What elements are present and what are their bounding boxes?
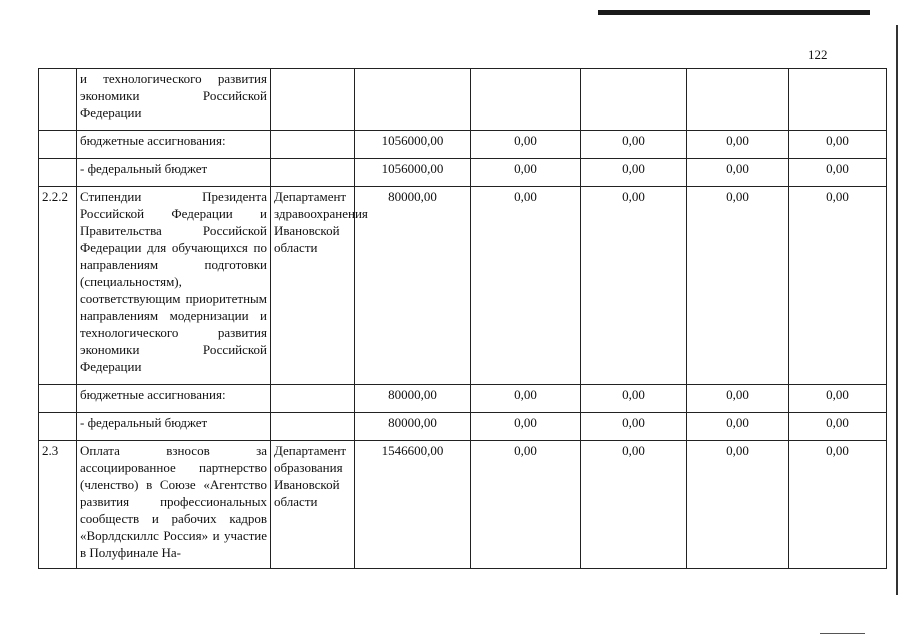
label-cell: - федеральный бюджет xyxy=(77,413,271,441)
value-cell: 0,00 xyxy=(581,413,687,441)
value-cell: 0,00 xyxy=(471,413,581,441)
value-cell: 0,00 xyxy=(789,413,887,441)
scan-bottom-rule xyxy=(820,633,865,634)
code-cell: 2.3 xyxy=(39,441,77,569)
table-row-federal-budget xyxy=(39,159,887,187)
value-cell: 0,00 xyxy=(471,385,581,413)
value-cell: 0,00 xyxy=(687,159,789,187)
value-cell xyxy=(789,69,887,131)
value-cell: 0,00 xyxy=(471,159,581,187)
code-cell xyxy=(39,131,77,159)
value-cell: 0,00 xyxy=(687,385,789,413)
dept-cell: Департамент образования Ивановской области xyxy=(271,441,355,569)
budget-table xyxy=(38,68,887,569)
code-cell: 2.2.2 xyxy=(39,187,77,385)
value-cell: 0,00 xyxy=(789,131,887,159)
value-cell: 0,00 xyxy=(687,131,789,159)
code-cell xyxy=(39,159,77,187)
label-cell: бюджетные ассигнования: xyxy=(77,385,271,413)
value-cell: 0,00 xyxy=(789,441,887,569)
value-cell: 80000,00 xyxy=(355,385,471,413)
value-cell: 0,00 xyxy=(789,159,887,187)
name-cell: Оплата взносов за ассоциированное партнерство (членство) в Союзе «Агентство развития профессиональных сообществ и рабочих кадров «Ворлдскиллс Россия» и участие в Полуфинале На- xyxy=(77,441,271,569)
dept-cell xyxy=(271,385,355,413)
table-row-2-3 xyxy=(39,441,887,569)
table-row-2-2-2 xyxy=(39,187,887,385)
value-cell: 1056000,00 xyxy=(355,131,471,159)
value-cell: 1546600,00 xyxy=(355,441,471,569)
value-cell: 0,00 xyxy=(789,187,887,385)
dept-cell xyxy=(271,159,355,187)
value-cell: 0,00 xyxy=(789,385,887,413)
value-cell: 0,00 xyxy=(471,131,581,159)
value-cell xyxy=(471,69,581,131)
value-cell: 0,00 xyxy=(687,187,789,385)
value-cell: 0,00 xyxy=(581,441,687,569)
code-cell xyxy=(39,413,77,441)
dept-cell xyxy=(271,131,355,159)
value-cell: 0,00 xyxy=(581,131,687,159)
value-cell xyxy=(355,69,471,131)
scan-top-bar xyxy=(598,10,870,15)
table-row-federal-budget xyxy=(39,413,887,441)
value-cell: 80000,00 xyxy=(355,187,471,385)
value-cell: 0,00 xyxy=(581,385,687,413)
table-row-intro xyxy=(39,69,887,131)
value-cell: 0,00 xyxy=(581,159,687,187)
value-cell: 80000,00 xyxy=(355,413,471,441)
value-cell: 0,00 xyxy=(581,187,687,385)
value-cell xyxy=(581,69,687,131)
code-cell xyxy=(39,385,77,413)
dept-cell xyxy=(271,413,355,441)
label-cell: - федеральный бюджет xyxy=(77,159,271,187)
value-cell xyxy=(687,69,789,131)
value-cell: 1056000,00 xyxy=(355,159,471,187)
name-cell: и технологического развития экономики Российской Федерации xyxy=(77,69,271,131)
value-cell: 0,00 xyxy=(687,413,789,441)
value-cell: 0,00 xyxy=(471,187,581,385)
dept-cell: Департамент здравоохранения Ивановской области xyxy=(271,187,355,385)
label-cell: бюджетные ассигнования: xyxy=(77,131,271,159)
value-cell: 0,00 xyxy=(687,441,789,569)
dept-cell xyxy=(271,69,355,131)
name-cell: Стипендии Президента Российской Федерации и Правительства Российской Федерации для обучающихся по направлениям подготовки (специальностям), соответствующим приоритетным направлениям модернизации и технологического развития экономики Российской Федерации xyxy=(77,187,271,385)
table-row-budget-allocations xyxy=(39,385,887,413)
table-row-budget-allocations xyxy=(39,131,887,159)
value-cell: 0,00 xyxy=(471,441,581,569)
page-number: 122 xyxy=(808,47,828,62)
scan-right-rule xyxy=(896,25,898,595)
code-cell xyxy=(39,69,77,131)
